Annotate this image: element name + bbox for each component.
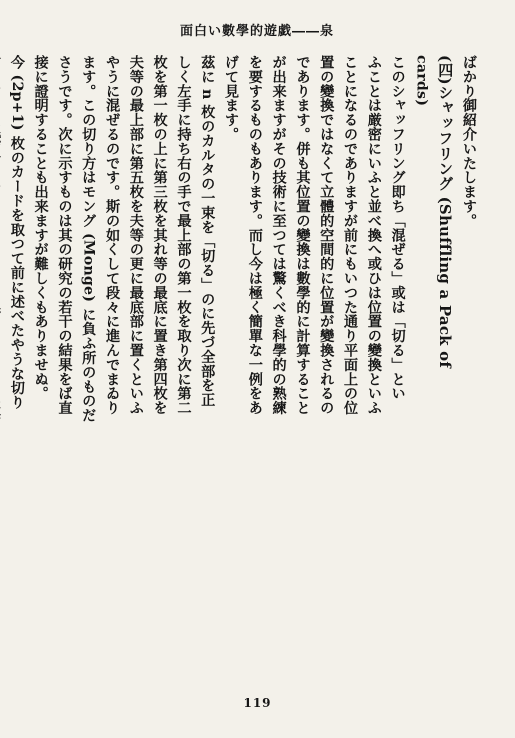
text-line: このシャッフリング即ち「混ぜる」或は「切る」とい xyxy=(389,55,406,401)
text-line: が出来ますがその技術に至つては驚くべき科學的の熟練 xyxy=(270,55,287,415)
text-line: (四)シャッフリング (Shuffling a Pack of xyxy=(436,55,455,369)
vertical-body-text xyxy=(8,55,480,680)
text-line: 今 (2p+1) 枚のカードを取つて前に述べたやうな切り xyxy=(8,55,25,410)
text-line: ふことは厳密にいふと並べ換へ或ひは位置の變換といふ xyxy=(365,55,382,415)
running-header: 面白い數學的遊戯――泉 xyxy=(179,24,334,39)
text-line: を要するものもあります。而し今は極く簡單な一例をあ xyxy=(246,55,263,415)
page-number: 119 xyxy=(243,696,272,710)
text-line: げて見ます。 xyxy=(223,55,240,142)
text-line: であります。併も其位置の變換は數學的に計算すること xyxy=(294,55,311,415)
text-line: ことになるのでありますが前にもいつた通り平面上の位 xyxy=(342,55,359,415)
text-line: 茲に n 枚のカルタの一束を「切る」のに先づ全部を正 xyxy=(199,55,216,407)
text-line: さうです。次に示すものは其の研究の若干の結果をば直 xyxy=(56,55,73,415)
text-line: 夫等の最上部に第五枚を夫等の更に最底部に置くといふ xyxy=(127,55,144,415)
text-line: 枚を第一枚の上に第三枚を其れ等の最底に置き第四枚を xyxy=(151,55,168,415)
text-line: ます。この切り方はモング (Monge) に負ふ所のものだ xyxy=(80,55,97,423)
text-line: しく左手に持ち右の手で最上部の第一枚を取り次に第二 xyxy=(175,55,192,415)
text-line: 置の變換ではなくて立體的空間的に位置が變換されるの xyxy=(318,55,335,415)
text-line: cards) xyxy=(413,55,430,107)
text-line: ばかり御紹介いたします。 xyxy=(461,55,477,228)
text-line: やうに混ぜるのです。斯の如くして段々に進んでまゐり xyxy=(104,55,121,415)
text-line xyxy=(0,55,4,680)
text-line: 接に證明することも出来ますが難しくもありませぬ。 xyxy=(32,55,49,401)
